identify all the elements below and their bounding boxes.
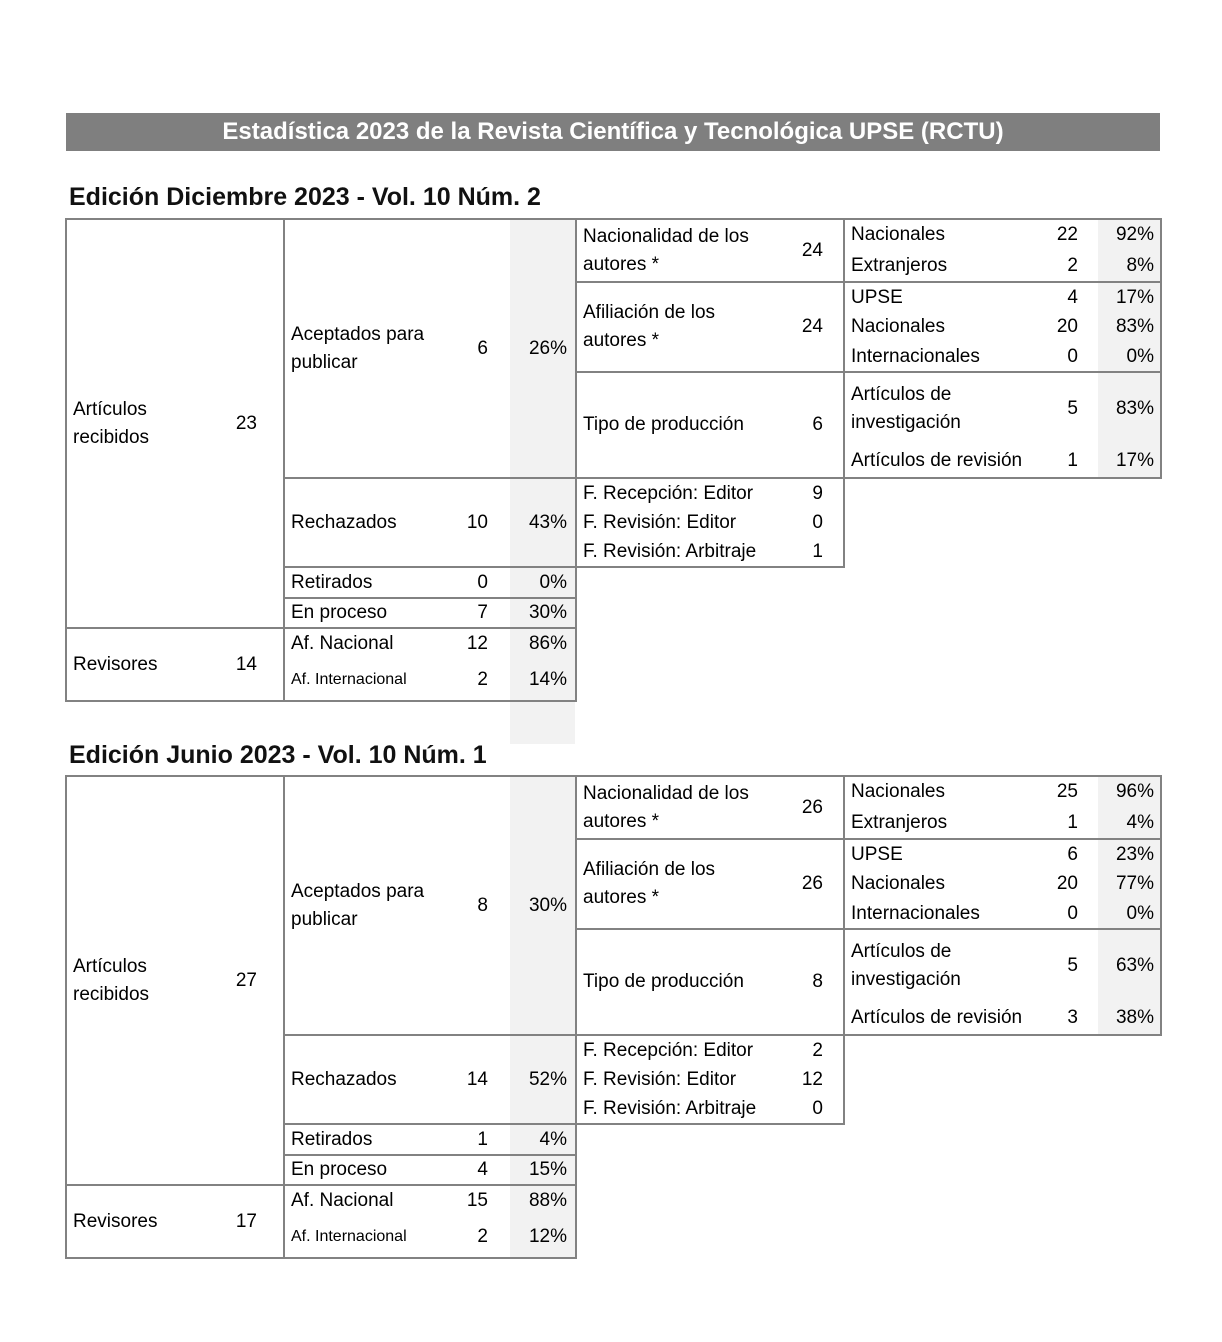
section-title-junio: Edición Junio 2023 - Vol. 10 Núm. 1 bbox=[69, 741, 487, 769]
table-row bbox=[285, 1186, 575, 1216]
table-row bbox=[577, 223, 843, 278]
table-row bbox=[577, 1065, 843, 1094]
cell-percent: 4% bbox=[1126, 811, 1154, 833]
cell-label: F. Revisión: Editor bbox=[583, 511, 737, 533]
cell-percent: 0% bbox=[1126, 345, 1154, 367]
table-row bbox=[577, 411, 843, 439]
table-row bbox=[845, 373, 1160, 444]
cell-tipo-produccion bbox=[575, 371, 845, 479]
cell-label: Nacionales bbox=[851, 316, 945, 338]
cell-value: 2 bbox=[477, 1225, 488, 1247]
cell-percent: 96% bbox=[1115, 781, 1154, 803]
cell-label: Nacionales bbox=[851, 224, 945, 246]
cell-value: 5 bbox=[1067, 397, 1078, 419]
cell-value: 7 bbox=[477, 602, 488, 624]
header-bar-title: Estadística 2023 de la Revista Científica y Tecnológica UPSE (RCTU) bbox=[222, 118, 1004, 145]
cell-value: 1 bbox=[1067, 449, 1078, 471]
cell-articulos-recibidos bbox=[65, 218, 285, 629]
table-row bbox=[67, 651, 283, 679]
cell-rechazados bbox=[283, 477, 577, 568]
table-junio bbox=[65, 775, 1162, 1259]
cell-value: 0 bbox=[812, 511, 823, 533]
cell-value: 22 bbox=[1056, 224, 1078, 246]
cell-fechas-rechazo bbox=[575, 477, 845, 568]
table-row bbox=[577, 968, 843, 996]
cell-label: Revisores bbox=[73, 653, 158, 675]
cell-label: Rechazados bbox=[291, 511, 397, 533]
cell-afiliacion-autores bbox=[575, 281, 845, 373]
table-row bbox=[285, 629, 575, 659]
cell-label: Artículos de investigación bbox=[851, 383, 961, 433]
column-detalle bbox=[575, 775, 845, 1125]
table-row bbox=[845, 444, 1160, 477]
table-diciembre bbox=[65, 218, 1162, 702]
cell-percent: 92% bbox=[1115, 224, 1154, 246]
cell-value: 6 bbox=[477, 337, 488, 359]
cell-value: 10 bbox=[466, 511, 488, 533]
cell-label: F. Revisión: Arbitraje bbox=[583, 1097, 757, 1119]
cell-label: F. Recepción: Editor bbox=[583, 482, 754, 504]
cell-percent: 38% bbox=[1115, 1006, 1154, 1028]
cell-label: Af. Nacional bbox=[291, 633, 394, 655]
cell-value: 8 bbox=[812, 971, 823, 993]
cell-value: 24 bbox=[801, 316, 823, 338]
table-row bbox=[67, 1208, 283, 1236]
table-row bbox=[845, 808, 1160, 839]
cell-label: Nacionales bbox=[851, 873, 945, 895]
cell-rechazados bbox=[283, 1034, 577, 1125]
table-row bbox=[285, 1216, 575, 1257]
cell-label: Retirados bbox=[291, 1128, 373, 1150]
cell-afiliacion-items bbox=[843, 281, 1162, 373]
table-row bbox=[845, 840, 1160, 869]
table-row bbox=[845, 220, 1160, 251]
table-row bbox=[845, 342, 1160, 371]
table-row bbox=[845, 251, 1160, 282]
cell-label: Retirados bbox=[291, 571, 373, 593]
cell-value: 1 bbox=[812, 540, 823, 562]
cell-value: 27 bbox=[235, 969, 257, 991]
cell-percent: 15% bbox=[528, 1159, 567, 1181]
cell-value: 1 bbox=[1067, 811, 1078, 833]
cell-label: UPSE bbox=[851, 843, 903, 865]
cell-value: 6 bbox=[1067, 843, 1078, 865]
cell-percent: 17% bbox=[1115, 449, 1154, 471]
cell-value: 5 bbox=[1067, 954, 1078, 976]
cell-label: F. Recepción: Editor bbox=[583, 1039, 754, 1061]
cell-value: 14 bbox=[466, 1068, 488, 1090]
cell-label: Internacionales bbox=[851, 902, 980, 924]
column-totales bbox=[65, 775, 285, 1259]
table-row bbox=[285, 659, 575, 700]
cell-percent: 14% bbox=[528, 668, 567, 690]
cell-value: 12 bbox=[801, 1068, 823, 1090]
cell-value: 8 bbox=[477, 894, 488, 916]
table-row bbox=[845, 283, 1160, 312]
cell-afiliacion-revisores bbox=[283, 627, 577, 702]
cell-label: Tipo de producción bbox=[583, 971, 744, 993]
cell-percent: 83% bbox=[1115, 397, 1154, 419]
cell-value: 4 bbox=[1067, 286, 1078, 308]
cell-percent: 26% bbox=[528, 337, 567, 359]
cell-aceptados bbox=[283, 218, 577, 479]
cell-label: Internacionales bbox=[851, 345, 980, 367]
cell-label: Afiliación de los autores * bbox=[583, 302, 716, 351]
cell-percent: 30% bbox=[528, 602, 567, 624]
cell-percent: 4% bbox=[539, 1128, 567, 1150]
column-estados bbox=[283, 218, 577, 702]
cell-label: Rechazados bbox=[291, 1068, 397, 1090]
cell-value: 0 bbox=[812, 1097, 823, 1119]
cell-label: UPSE bbox=[851, 286, 903, 308]
header-bar bbox=[66, 113, 1160, 151]
table-body bbox=[65, 218, 1162, 702]
cell-label: Revisores bbox=[73, 1210, 158, 1232]
cell-nacionalidad-items bbox=[843, 218, 1162, 283]
table-row bbox=[845, 869, 1160, 898]
table-row bbox=[845, 1001, 1160, 1034]
cell-value: 2 bbox=[1067, 254, 1078, 276]
cell-retirados bbox=[283, 1123, 577, 1156]
cell-value: 4 bbox=[477, 1159, 488, 1181]
table-row bbox=[845, 777, 1160, 808]
column-desglose bbox=[843, 775, 1162, 1036]
table-row bbox=[577, 537, 843, 566]
column-estados bbox=[283, 775, 577, 1259]
cell-en-proceso bbox=[283, 1154, 577, 1186]
cell-percent: 63% bbox=[1115, 954, 1154, 976]
table-row bbox=[285, 509, 575, 537]
cell-fechas-rechazo bbox=[575, 1034, 845, 1125]
table-row bbox=[577, 780, 843, 835]
cell-label: Extranjeros bbox=[851, 811, 948, 833]
table-row bbox=[845, 930, 1160, 1001]
cell-percent: 77% bbox=[1115, 873, 1154, 895]
section-title-diciembre: Edición Diciembre 2023 - Vol. 10 Núm. 2 bbox=[69, 183, 541, 211]
cell-nacionalidad-autores bbox=[575, 775, 845, 840]
cell-value: 23 bbox=[235, 412, 257, 434]
cell-value: 24 bbox=[801, 239, 823, 261]
cell-label: Artículos de revisión bbox=[851, 1006, 1023, 1028]
table-row bbox=[285, 599, 575, 627]
table-row bbox=[67, 953, 283, 1008]
cell-label: Af. Internacional bbox=[291, 670, 407, 688]
cell-afiliacion-revisores bbox=[283, 1184, 577, 1259]
cell-percent: 23% bbox=[1115, 843, 1154, 865]
cell-value: 25 bbox=[1056, 781, 1078, 803]
cell-nacionalidad-items bbox=[843, 775, 1162, 840]
table-body bbox=[65, 775, 1162, 1259]
cell-percent: 52% bbox=[528, 1068, 567, 1090]
cell-value: 9 bbox=[812, 482, 823, 504]
cell-label: Nacionalidad de los autores * bbox=[583, 225, 749, 275]
cell-label: Af. Nacional bbox=[291, 1190, 394, 1212]
cell-label: Aceptados para publicar bbox=[291, 323, 425, 373]
cell-label: Tipo de producción bbox=[583, 414, 744, 436]
cell-value: 2 bbox=[812, 1039, 823, 1061]
table-row bbox=[845, 899, 1160, 928]
cell-retirados bbox=[283, 566, 577, 599]
column-detalle bbox=[575, 218, 845, 568]
cell-articulos-recibidos bbox=[65, 775, 285, 1186]
cell-tipo-items bbox=[843, 928, 1162, 1036]
cell-label: Artículos de revisión bbox=[851, 449, 1023, 471]
cell-label: Aceptados para publicar bbox=[291, 880, 425, 930]
cell-tipo-produccion bbox=[575, 928, 845, 1036]
table-row bbox=[577, 1094, 843, 1123]
cell-value: 20 bbox=[1056, 316, 1078, 338]
cell-value: 26 bbox=[801, 796, 823, 818]
table-row bbox=[577, 479, 843, 508]
table-row bbox=[577, 1036, 843, 1065]
cell-value: 3 bbox=[1067, 1006, 1078, 1028]
cell-label: F. Revisión: Arbitraje bbox=[583, 540, 757, 562]
table-row bbox=[577, 856, 843, 911]
table-row bbox=[845, 312, 1160, 341]
cell-value: 0 bbox=[477, 571, 488, 593]
cell-label: Extranjeros bbox=[851, 254, 948, 276]
column-totales bbox=[65, 218, 285, 702]
cell-percent: 0% bbox=[1126, 902, 1154, 924]
cell-label: Artículos recibidos bbox=[73, 955, 150, 1005]
cell-label: Afiliación de los autores * bbox=[583, 859, 716, 908]
cell-percent: 17% bbox=[1115, 286, 1154, 308]
table-row bbox=[285, 321, 575, 376]
cell-percent: 43% bbox=[528, 511, 567, 533]
cell-label: Nacionales bbox=[851, 781, 945, 803]
cell-value: 2 bbox=[477, 668, 488, 690]
cell-value: 14 bbox=[235, 653, 257, 675]
cell-aceptados bbox=[283, 775, 577, 1036]
cell-percent: 12% bbox=[528, 1225, 567, 1247]
table-row bbox=[285, 1156, 575, 1184]
table-row bbox=[285, 1126, 575, 1154]
cell-label: En proceso bbox=[291, 1159, 388, 1181]
cell-en-proceso bbox=[283, 597, 577, 629]
table-row bbox=[285, 1066, 575, 1094]
cell-value: 12 bbox=[466, 633, 488, 655]
cell-label: Artículos recibidos bbox=[73, 398, 150, 448]
column-desglose bbox=[843, 218, 1162, 479]
cell-value: 0 bbox=[1067, 345, 1078, 367]
cell-value: 17 bbox=[235, 1210, 257, 1232]
cell-value: 0 bbox=[1067, 902, 1078, 924]
cell-tipo-items bbox=[843, 371, 1162, 479]
cell-label: En proceso bbox=[291, 602, 388, 624]
table-row bbox=[577, 508, 843, 537]
cell-percent: 88% bbox=[528, 1190, 567, 1212]
table-row bbox=[285, 878, 575, 933]
cell-label: Nacionalidad de los autores * bbox=[583, 782, 749, 832]
cell-afiliacion-items bbox=[843, 838, 1162, 930]
cell-percent: 30% bbox=[528, 894, 567, 916]
cell-percent: 86% bbox=[528, 633, 567, 655]
table-row bbox=[285, 569, 575, 597]
cell-label: F. Revisión: Editor bbox=[583, 1068, 737, 1090]
cell-value: 1 bbox=[477, 1128, 488, 1150]
cell-revisores bbox=[65, 627, 285, 702]
cell-label: Artículos de investigación bbox=[851, 940, 961, 990]
cell-value: 20 bbox=[1056, 873, 1078, 895]
cell-afiliacion-autores bbox=[575, 838, 845, 930]
cell-label: Af. Internacional bbox=[291, 1227, 407, 1245]
cell-revisores bbox=[65, 1184, 285, 1259]
cell-value: 26 bbox=[801, 873, 823, 895]
cell-percent: 83% bbox=[1115, 316, 1154, 338]
cell-percent: 8% bbox=[1126, 254, 1154, 276]
table-row bbox=[67, 396, 283, 451]
cell-value: 15 bbox=[466, 1190, 488, 1212]
cell-nacionalidad-autores bbox=[575, 218, 845, 283]
table-row bbox=[577, 299, 843, 354]
cell-percent: 0% bbox=[539, 571, 567, 593]
cell-value: 6 bbox=[812, 414, 823, 436]
